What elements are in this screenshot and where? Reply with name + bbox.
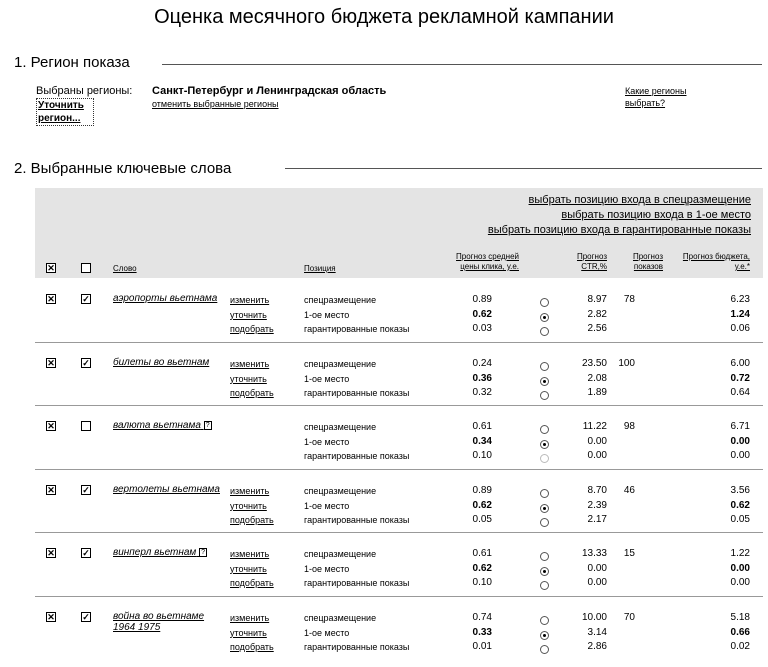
- cpc-value: 0.61: [472, 548, 492, 559]
- keyword-action-1[interactable]: уточнить: [230, 627, 267, 638]
- position-label: спецразмещение: [304, 422, 377, 432]
- cpc-value: 0.89: [472, 294, 492, 305]
- keyword-link[interactable]: аэропорты вьетнама: [113, 293, 218, 304]
- ctr-value: 23.50: [581, 358, 607, 369]
- select-keyword-checkbox[interactable]: ✓: [82, 358, 90, 368]
- remove-keyword-checkbox[interactable]: ✕: [47, 294, 55, 304]
- selected-regions-label: Выбраны регионы:: [36, 85, 133, 97]
- remove-keyword-checkbox[interactable]: ✕: [47, 612, 55, 622]
- position-radio[interactable]: [540, 616, 549, 625]
- position-label: гарантированные показы: [304, 451, 410, 461]
- select-keyword-checkbox[interactable]: ✓: [82, 485, 90, 495]
- row-separator: [35, 532, 763, 533]
- select-guaranteed-link[interactable]: выбрать позицию входа в гарантированные показы: [487, 224, 751, 236]
- position-label: гарантированные показы: [304, 388, 410, 398]
- keywords-section-heading: 2. Выбранные ключевые слова: [14, 160, 232, 177]
- ctr-value: 2.82: [587, 308, 607, 320]
- impressions-value: 78: [623, 294, 635, 305]
- ctr-value: 10.00: [581, 612, 607, 623]
- row-separator: [35, 342, 763, 343]
- ctr-value: 0.00: [587, 435, 607, 447]
- section-divider: [285, 168, 762, 169]
- position-label: гарантированные показы: [304, 515, 410, 525]
- cpc-value: 0.01: [472, 641, 492, 652]
- ctr-value: 3.14: [587, 626, 607, 638]
- position-radio[interactable]: [540, 391, 549, 400]
- impressions-value: 100: [618, 358, 635, 369]
- ctr-value: 8.97: [587, 294, 607, 305]
- position-radio[interactable]: [540, 377, 549, 386]
- position-label: гарантированные показы: [304, 578, 410, 588]
- refine-region-link[interactable]: Уточнить регион...: [36, 98, 94, 126]
- keyword-action-1[interactable]: уточнить: [230, 309, 267, 320]
- keyword-action-0[interactable]: изменить: [230, 295, 270, 305]
- budget-value: 0.62: [730, 499, 750, 511]
- select-keyword-checkbox[interactable]: ✓: [82, 294, 90, 304]
- cpc-value: 0.10: [472, 577, 492, 588]
- keyword-link[interactable]: билеты во вьетнам: [113, 357, 210, 368]
- position-label: спецразмещение: [304, 295, 377, 305]
- select-keyword-checkbox[interactable]: ✓: [82, 548, 90, 558]
- column-header-word[interactable]: Слово: [113, 264, 137, 273]
- ctr-value: 0.00: [587, 450, 607, 461]
- ctr-value: 2.86: [587, 641, 607, 652]
- row-separator: [35, 596, 763, 597]
- position-radio[interactable]: [540, 327, 549, 336]
- keyword-link[interactable]: валюта вьетнама ?: [113, 420, 210, 431]
- ctr-value: 13.33: [581, 548, 607, 559]
- position-radio[interactable]: [540, 567, 549, 576]
- cpc-value: 0.62: [472, 308, 492, 320]
- budget-value: 6.23: [730, 294, 750, 305]
- column-header-ctr[interactable]: Прогноз CTR,%: [576, 252, 607, 271]
- remove-keyword-checkbox[interactable]: ✕: [47, 485, 55, 495]
- ctr-value: 2.56: [587, 323, 607, 334]
- keyword-action-2[interactable]: подобрать: [230, 324, 274, 334]
- cpc-value: 0.62: [472, 499, 492, 511]
- position-label: 1-ое место: [304, 436, 350, 447]
- cpc-value: 0.05: [472, 514, 492, 525]
- which-regions-help-link[interactable]: Какие регионы выбрать?: [625, 86, 687, 108]
- ctr-value: 2.08: [587, 372, 607, 384]
- ctr-value: 0.00: [587, 562, 607, 574]
- keyword-link[interactable]: вертолеты вьетнама: [113, 484, 220, 495]
- impressions-value: 98: [623, 421, 635, 432]
- select-special-placement-link[interactable]: выбрать позицию входа в спецразмещение: [528, 194, 751, 206]
- position-radio[interactable]: [540, 440, 549, 449]
- budget-value: 0.66: [730, 626, 750, 638]
- section-divider: [162, 64, 762, 65]
- keyword-action-2[interactable]: подобрать: [230, 642, 274, 652]
- cpc-value: 0.89: [472, 485, 492, 496]
- budget-value: 0.00: [730, 562, 750, 574]
- position-radio[interactable]: [540, 362, 549, 371]
- cpc-value: 0.62: [472, 562, 492, 574]
- budget-value: 0.00: [730, 435, 750, 447]
- impressions-value: 15: [623, 548, 635, 559]
- position-radio[interactable]: [540, 552, 549, 561]
- position-radio[interactable]: [540, 581, 549, 590]
- ctr-value: 11.22: [582, 421, 607, 432]
- column-header-position[interactable]: Позиция: [304, 264, 336, 273]
- position-radio[interactable]: [540, 489, 549, 498]
- select-keyword-checkbox[interactable]: [81, 421, 91, 431]
- keyword-action-0[interactable]: изменить: [230, 359, 270, 369]
- position-radio[interactable]: [540, 313, 549, 322]
- position-radio[interactable]: [540, 504, 549, 513]
- position-radio[interactable]: [540, 298, 549, 307]
- budget-value: 6.71: [730, 421, 750, 432]
- cpc-value: 0.32: [472, 387, 492, 398]
- keyword-action-0[interactable]: изменить: [230, 549, 270, 559]
- cpc-value: 0.34: [472, 435, 492, 447]
- position-radio[interactable]: [540, 645, 549, 654]
- help-icon[interactable]: ?: [205, 421, 210, 429]
- budget-value: 0.00: [730, 577, 750, 588]
- keyword-action-1[interactable]: уточнить: [230, 373, 267, 384]
- position-label: гарантированные показы: [304, 642, 410, 652]
- header-remove-all-checkbox[interactable]: ✕: [47, 263, 55, 273]
- budget-value: 3.56: [730, 485, 750, 496]
- cpc-value: 0.74: [472, 612, 492, 623]
- ctr-value: 2.39: [587, 499, 607, 511]
- region-section-heading: 1. Регион показа: [14, 54, 130, 71]
- cpc-value: 0.24: [472, 358, 492, 369]
- keyword-link[interactable]: винперл вьетнам ?: [113, 547, 205, 558]
- budget-value: 0.02: [730, 641, 750, 652]
- position-label: спецразмещение: [304, 613, 377, 623]
- keywords-table-header: [35, 188, 763, 278]
- position-label: 1-ое место: [304, 563, 350, 574]
- position-label: 1-ое место: [304, 309, 350, 320]
- ctr-value: 0.00: [587, 577, 607, 588]
- position-label: 1-ое место: [304, 373, 350, 384]
- row-separator: [35, 469, 763, 470]
- cpc-value: 0.03: [472, 323, 492, 334]
- position-label: гарантированные показы: [304, 324, 410, 334]
- keyword-link[interactable]: война во вьетнаме 1964 1975: [113, 611, 205, 633]
- select-keyword-checkbox[interactable]: ✓: [82, 612, 90, 622]
- select-first-place-link[interactable]: выбрать позицию входа в 1-ое место: [561, 209, 751, 221]
- cpc-value: 0.33: [472, 626, 492, 638]
- keyword-action-2[interactable]: подобрать: [230, 578, 274, 588]
- budget-value: 0.06: [730, 323, 750, 334]
- remove-keyword-checkbox[interactable]: ✕: [47, 421, 55, 431]
- ctr-value: 1.89: [587, 387, 607, 398]
- position-label: спецразмещение: [304, 549, 377, 559]
- ctr-value: 8.70: [587, 485, 607, 496]
- budget-value: 0.64: [730, 387, 750, 398]
- position-radio[interactable]: [540, 631, 549, 640]
- header-select-all-checkbox[interactable]: [81, 263, 91, 273]
- budget-value: 5.18: [730, 612, 750, 623]
- column-header-cpc[interactable]: Прогноз средней цены клика, у.е.: [456, 252, 519, 271]
- column-header-budget[interactable]: Прогноз бюджета, у.е.*: [682, 252, 750, 271]
- position-radio[interactable]: [540, 425, 549, 434]
- cpc-value: 0.10: [472, 450, 492, 461]
- impressions-value: 46: [623, 485, 635, 496]
- budget-value: 1.22: [730, 548, 750, 559]
- budget-value: 0.72: [730, 372, 750, 384]
- keyword-action-0[interactable]: изменить: [230, 486, 270, 496]
- position-label: 1-ое место: [304, 627, 350, 638]
- keyword-action-0[interactable]: изменить: [230, 613, 270, 623]
- selected-region-value: Санкт-Петербург и Ленинградская область: [152, 85, 387, 97]
- help-icon[interactable]: ?: [201, 548, 205, 556]
- impressions-value: 70: [623, 612, 635, 623]
- keyword-action-2[interactable]: подобрать: [230, 388, 274, 398]
- budget-value: 0.00: [730, 450, 750, 461]
- remove-keyword-checkbox[interactable]: ✕: [47, 548, 55, 558]
- column-header-impressions[interactable]: Прогноз показов: [632, 252, 663, 271]
- cpc-value: 0.36: [472, 372, 492, 384]
- cpc-value: 0.61: [472, 421, 492, 432]
- keyword-action-1[interactable]: уточнить: [230, 500, 267, 511]
- position-radio[interactable]: [540, 454, 549, 463]
- ctr-value: 2.17: [587, 514, 607, 525]
- page-title: Оценка месячного бюджета рекламной кампании: [154, 6, 614, 28]
- keyword-action-2[interactable]: подобрать: [230, 515, 274, 525]
- cancel-regions-link[interactable]: отменить выбранные регионы: [152, 99, 279, 109]
- position-label: спецразмещение: [304, 359, 377, 369]
- keyword-action-1[interactable]: уточнить: [230, 563, 267, 574]
- budget-value: 0.05: [730, 514, 750, 525]
- position-label: 1-ое место: [304, 500, 350, 511]
- remove-keyword-checkbox[interactable]: ✕: [47, 358, 55, 368]
- budget-value: 6.00: [730, 358, 750, 369]
- budget-value: 1.24: [730, 308, 750, 320]
- position-radio[interactable]: [540, 518, 549, 527]
- position-label: спецразмещение: [304, 486, 377, 496]
- row-separator: [35, 405, 763, 406]
